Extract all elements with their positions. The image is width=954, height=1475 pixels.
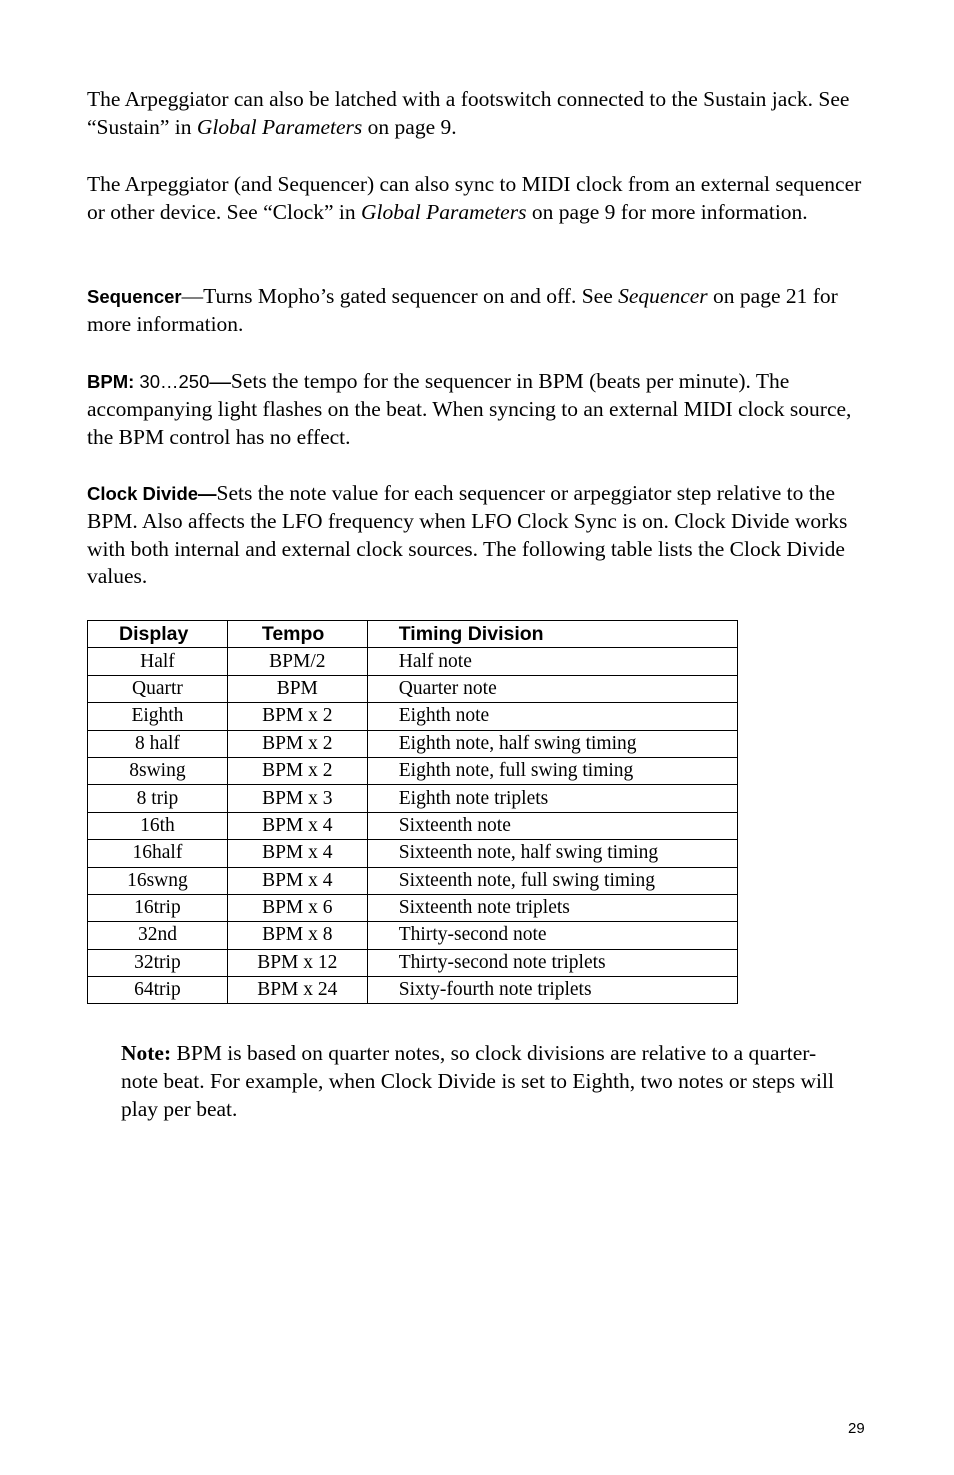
cell-display: 8 half — [88, 730, 228, 757]
cell-tempo: BPM x 4 — [227, 812, 367, 839]
cell-tempo: BPM x 3 — [227, 785, 367, 812]
cell-display: 16half — [88, 840, 228, 867]
table-row — [88, 922, 738, 949]
cell-timing-division: Half note — [367, 648, 737, 675]
paragraph-arpeggiator-sync — [87, 171, 867, 227]
table-row — [88, 675, 738, 702]
table-body — [88, 648, 738, 1004]
text: —Turns Mopho’s gated sequencer on and off. See — [181, 284, 619, 308]
cell-tempo: BPM x 24 — [227, 977, 367, 1004]
table-row — [88, 648, 738, 675]
clock-divide-table — [87, 620, 738, 1004]
cell-display: 8 trip — [88, 785, 228, 812]
table-row — [88, 894, 738, 921]
header-tempo: Tempo — [227, 621, 367, 648]
table-row — [88, 977, 738, 1004]
page-number: 29 — [848, 1420, 865, 1437]
table-row — [88, 785, 738, 812]
paragraph-bpm — [87, 368, 867, 451]
note-label: Note: — [121, 1041, 172, 1065]
cell-display: 64trip — [88, 977, 228, 1004]
paragraph-sequencer — [87, 283, 867, 339]
table-row — [88, 703, 738, 730]
cell-timing-division: Quarter note — [367, 675, 737, 702]
cell-display: 16trip — [88, 894, 228, 921]
dash: — — [209, 369, 231, 393]
header-display: Display — [88, 621, 228, 648]
cell-timing-division: Sixteenth note, half swing timing — [367, 840, 737, 867]
table-row — [88, 812, 738, 839]
cell-timing-division: Thirty-second note — [367, 922, 737, 949]
text: on page 9 for more information. — [526, 199, 808, 224]
text: on page 21 for more information. — [87, 284, 838, 336]
cell-tempo: BPM — [227, 675, 367, 702]
text: Sets the note value for each sequencer or arpeggiator step relative to the BPM. Also affects the LFO frequency when LFO Clock Sync is on. Clock Divide works with both internal and external clock sources. The following table lists the Clock Divide values. — [87, 481, 848, 589]
cell-tempo: BPM x 4 — [227, 840, 367, 867]
cell-timing-division: Sixteenth note, full swing timing — [367, 867, 737, 894]
cell-tempo: BPM x 2 — [227, 703, 367, 730]
text: The Arpeggiator can also be latched with a footswitch connected to the Sustain jack. See “Sustain” in — [87, 87, 850, 139]
italic-ref: Global Parameters — [196, 114, 363, 139]
cell-display: 32trip — [88, 949, 228, 976]
cell-display: 16th — [88, 812, 228, 839]
paragraph-arpeggiator-latch — [87, 86, 867, 142]
note-text: BPM is based on quarter notes, so clock divisions are relative to a quarter-note beat. For example, when Clock Divide is set to Eighth, two notes or steps will play per beat. — [121, 1041, 834, 1121]
cell-tempo: BPM x 12 — [227, 949, 367, 976]
cell-display: 32nd — [88, 922, 228, 949]
italic-ref: Sequencer — [618, 284, 708, 308]
cell-tempo: BPM/2 — [227, 648, 367, 675]
cell-timing-division: Eighth note — [367, 703, 737, 730]
table-row — [88, 757, 738, 784]
table-row — [88, 840, 738, 867]
cell-tempo: BPM x 6 — [227, 894, 367, 921]
cell-timing-division: Thirty-second note triplets — [367, 949, 737, 976]
header-timing-division: Timing Division — [367, 621, 737, 648]
cell-tempo: BPM x 2 — [227, 757, 367, 784]
cell-tempo: BPM x 8 — [227, 922, 367, 949]
term-bpm: BPM: — [87, 371, 135, 392]
cell-display: 16swng — [88, 867, 228, 894]
cell-display: Quartr — [88, 675, 228, 702]
text: The Arpeggiator (and Sequencer) can also sync to MIDI clock from an external sequencer or other device. See “Clock” in — [87, 172, 862, 224]
cell-timing-division: Sixty-fourth note triplets — [367, 977, 737, 1004]
cell-timing-division: Eighth note triplets — [367, 785, 737, 812]
cell-timing-division: Eighth note, full swing timing — [367, 757, 737, 784]
text: on page 9. — [362, 114, 457, 139]
table-row — [88, 730, 738, 757]
note-paragraph — [121, 1040, 851, 1123]
cell-timing-division: Sixteenth note — [367, 812, 737, 839]
paragraph-clock-divide — [87, 480, 867, 591]
cell-timing-division: Sixteenth note triplets — [367, 894, 737, 921]
table-row — [88, 949, 738, 976]
cell-display: 8swing — [88, 757, 228, 784]
cell-tempo: BPM x 4 — [227, 867, 367, 894]
cell-display: Half — [88, 648, 228, 675]
table-row — [88, 867, 738, 894]
cell-display: Eighth — [88, 703, 228, 730]
bpm-range: 30…250 — [134, 371, 210, 392]
cell-timing-division: Eighth note, half swing timing — [367, 730, 737, 757]
table-header-row — [88, 621, 738, 648]
cell-tempo: BPM x 2 — [227, 730, 367, 757]
italic-ref: Global Parameters — [361, 199, 527, 224]
text: Sets the tempo for the sequencer in BPM (beats per minute). The accompanying light flashes on the beat. When syncing to an external MIDI clock source, the BPM control has no effect. — [87, 369, 852, 449]
term-sequencer: Sequencer — [87, 286, 182, 307]
term-clock-divide: Clock Divide— — [87, 483, 217, 504]
